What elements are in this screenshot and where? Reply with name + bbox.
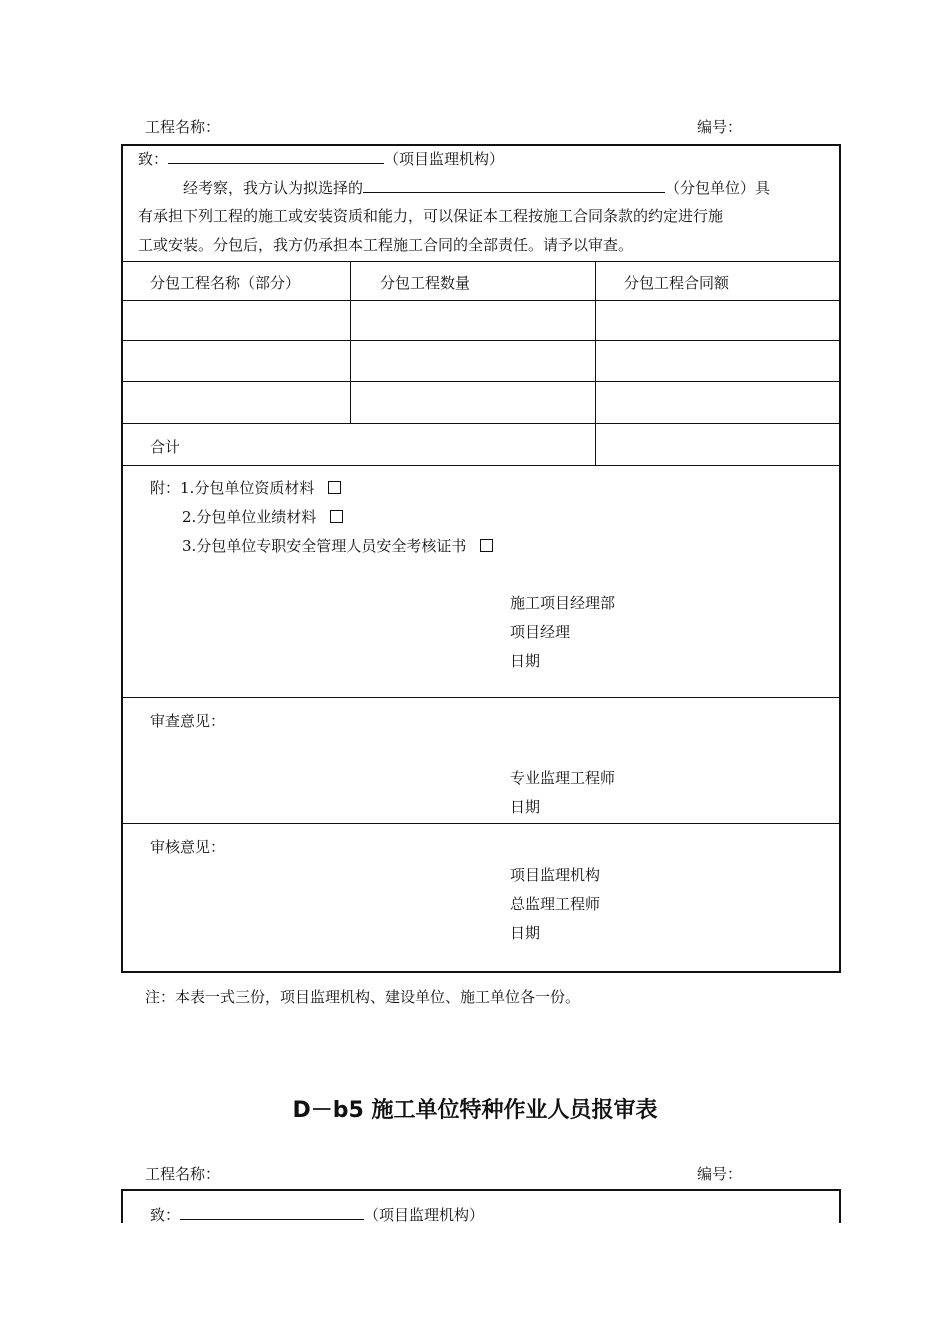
- to-label: 致：: [138, 150, 169, 168]
- number-label: 编号：: [697, 118, 743, 136]
- grid-line: [122, 465, 840, 466]
- attachment-label-2: 2.分包单位业绩材料: [182, 508, 317, 526]
- attachment-2: [182, 506, 343, 527]
- grid-line: [122, 423, 840, 424]
- attachment-3: [182, 535, 493, 556]
- table-cell-amount-2[interactable]: [598, 342, 838, 379]
- contractor-date-label: 日期: [510, 652, 541, 670]
- table-cell-amount-3[interactable]: [598, 383, 838, 421]
- form-note: 注：本表一式三份，项目监理机构、建设单位、施工单位各一份。: [145, 988, 581, 1006]
- specialist-engineer-label: 专业监理工程师: [510, 769, 616, 787]
- header-subcontract-name: 分包工程名称（部分）: [150, 274, 301, 292]
- project-name-label: 工程名称：: [145, 118, 221, 136]
- form2-project-name-label: 工程名称：: [145, 1165, 221, 1183]
- total-label: 合计: [150, 438, 181, 456]
- form2-to-label: 致：: [150, 1206, 181, 1224]
- total-amount-cell[interactable]: [598, 425, 838, 463]
- header-subcontract-quantity: 分包工程数量: [380, 274, 471, 292]
- table-cell-quantity-1[interactable]: [353, 302, 593, 338]
- attachment-label-3: 3.分包单位专职安全管理人员安全考核证书: [182, 537, 467, 555]
- chief-engineer-label: 总监理工程师: [510, 895, 601, 913]
- form2-to-suffix: （项目监理机构）: [364, 1206, 485, 1224]
- grid-line: [122, 697, 840, 698]
- table-cell-name-2[interactable]: [124, 342, 348, 379]
- supervision-org-label: 项目监理机构: [510, 866, 601, 884]
- attachment-1: [150, 477, 341, 498]
- paragraph-prefix: 经考察，我方认为拟选择的: [183, 179, 364, 197]
- audit-opinion-label: 审核意见：: [150, 838, 226, 856]
- to-line: [138, 148, 504, 169]
- paragraph-line-3: 工或安装。分包后，我方仍承担本工程施工合同的全部责任。请予以审查。: [138, 236, 634, 254]
- form-table: [121, 144, 841, 973]
- attachment-1-checkbox[interactable]: [328, 481, 341, 494]
- audit-date-label: 日期: [510, 924, 541, 942]
- grid-line: [122, 261, 840, 262]
- form2-to-line: [150, 1204, 484, 1225]
- form2-title: D－b5 施工单位特种作业人员报审表: [292, 1098, 658, 1123]
- attachment-label-1: 1.分包单位资质材料: [180, 479, 315, 497]
- grid-line: [122, 823, 840, 824]
- grid-line: [350, 261, 351, 423]
- attachment-3-checkbox[interactable]: [480, 539, 493, 552]
- supervision-org-field[interactable]: [168, 149, 384, 164]
- attachment-2-checkbox[interactable]: [330, 510, 343, 523]
- paragraph-line-1: [183, 177, 770, 198]
- review-date-label: 日期: [510, 798, 541, 816]
- review-opinion-label: 审查意见：: [150, 712, 226, 730]
- table-cell-quantity-3[interactable]: [353, 383, 593, 421]
- table-cell-name-1[interactable]: [124, 302, 348, 338]
- table-cell-amount-1[interactable]: [598, 302, 838, 338]
- grid-line: [122, 381, 840, 382]
- attachments-prefix: 附：: [150, 479, 181, 497]
- table-cell-name-3[interactable]: [124, 383, 348, 421]
- table-cell-quantity-2[interactable]: [353, 342, 593, 379]
- subcontractor-field[interactable]: [363, 178, 665, 193]
- paragraph-suffix: （分包单位）具: [665, 179, 771, 197]
- grid-line: [122, 300, 840, 301]
- grid-line: [595, 261, 596, 465]
- grid-line: [122, 340, 840, 341]
- paragraph-line-2: 有承担下列工程的施工或安装资质和能力，可以保证本工程按施工合同条款的约定进行施: [138, 207, 724, 225]
- contractor-dept-label: 施工项目经理部: [510, 594, 616, 612]
- header-subcontract-amount: 分包工程合同额: [624, 274, 730, 292]
- to-suffix: （项目监理机构）: [384, 150, 505, 168]
- form2-number-label: 编号：: [697, 1165, 743, 1183]
- project-manager-label: 项目经理: [510, 623, 571, 641]
- form2-supervision-org-field[interactable]: [180, 1205, 364, 1220]
